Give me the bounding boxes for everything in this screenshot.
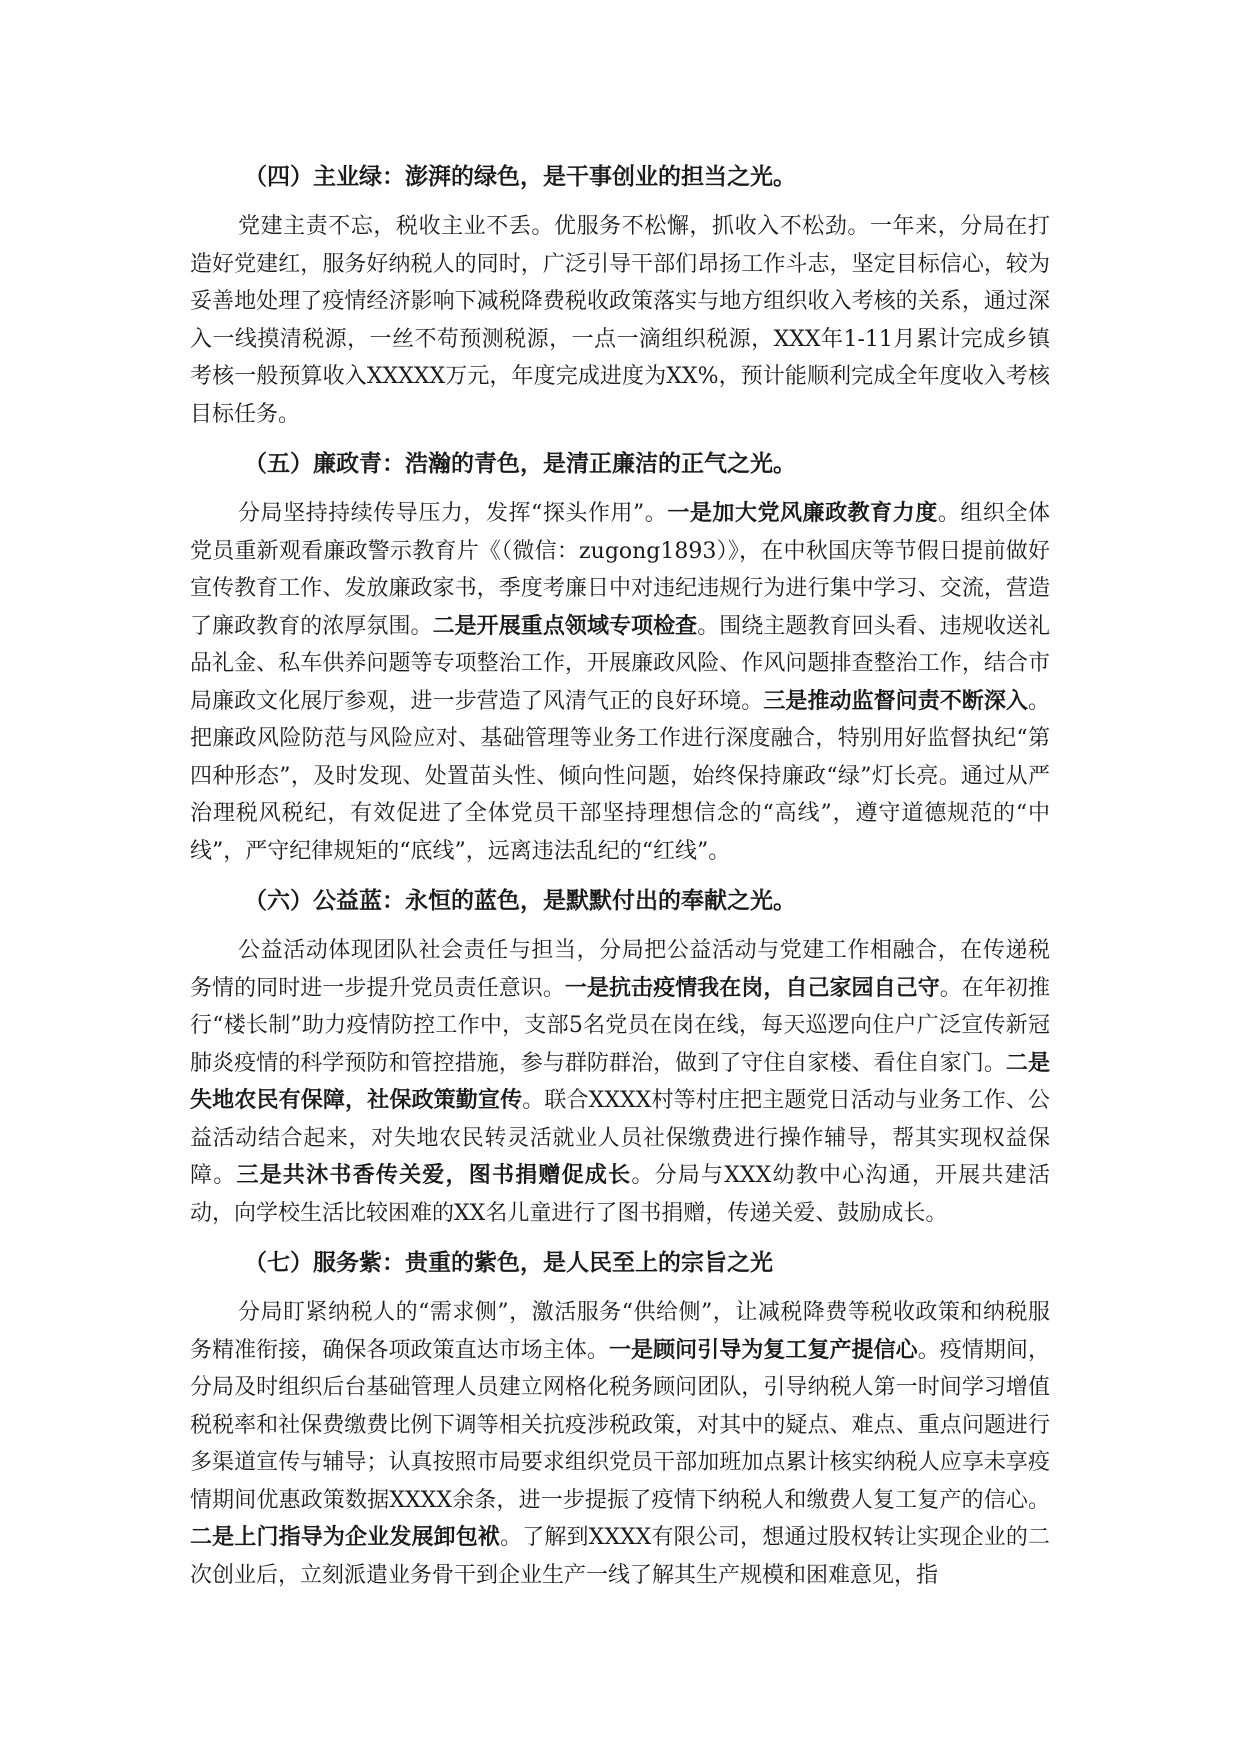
paragraph-text: 分局盯紧纳税人的“需求侧”，激活服务“供给侧”，让减税降费等税收政策和纳税服务精准衔接，确保各项政策直达市场主体。 xyxy=(190,1300,1050,1363)
section-5 xyxy=(190,447,1050,870)
bold-lead-in: 三是共沐书香传关爱，图书捐赠促成长 xyxy=(236,1162,632,1188)
paragraph-text: 。组织全体党员重新观看廉政警示教育片《（微信：zugong1893）》，在中秋国庆等节假日提前做好宣传教育工作、发放廉政家书，季度考廉日中对违纪违规行为进行集中学习、交流，营造了廉政教育的浓厚氛围。 xyxy=(190,501,1050,639)
section-heading: （五）廉政青：浩瀚的青色，是清正廉洁的正气之光。 xyxy=(244,450,796,477)
bold-lead-in: 三是推动监督问责不断深入 xyxy=(763,687,1028,714)
section-paragraph xyxy=(190,1294,1050,1594)
paragraph-text: 党建主责不忘，税收主业不丢。优服务不松懈，抓收入不松劲。一年来，分局在打造好党建红，服务好纳税人的同时，广泛引导干部们昂扬工作斗志，坚定目标信心，较为妥善地处理了疫情经济影响下减税降费税收政策落实与地方组织收入考核的关系，通过深入一线摸清税源，一丝不苟预测税源，一点一滴组织税源，XXX年1-11月累计完成乡镇考核一般预算收入XXXXX万元，年度完成进度为XX%，预计能顺利完成全年度收入考核目标任务。 xyxy=(190,214,1050,427)
bold-lead-in: 二是上门指导为企业发展卸包袱 xyxy=(190,1524,501,1550)
paragraph-text: 。围绕主题教育回头看、违规收送礼品礼金、私车供养问题等专项整治工作，开展廉政风险、作风问题排查整治工作，结合市局廉政文化展厅参观，进一步营造了风清气正的良好环境。 xyxy=(190,613,1050,714)
section-heading: （六）公益蓝：永恒的蓝色，是默默付出的奉献之光。 xyxy=(244,887,796,914)
bold-lead-in: 一是抗击疫情我在岗，自己家园自己守 xyxy=(564,974,940,1001)
bold-lead-in: 二是失地农民有保障，社保政策勤宣传 xyxy=(190,1049,1050,1113)
section-4 xyxy=(190,160,1050,433)
section-paragraph xyxy=(190,932,1050,1232)
bold-lead-in: 二是开展重点领域专项检查 xyxy=(432,612,698,639)
paragraph-text: 。在年初推行“楼长制”助力疫情防控工作中，支部5名党员在岗在线，每天巡逻向住户广泛宣传新冠肺炎疫情的科学预防和管控措施，参与群防群治，做到了守住自家楼、看住自家门。 xyxy=(190,975,1050,1076)
document-page xyxy=(190,160,1050,1608)
section-heading: （四）主业绿：澎湃的绿色，是干事创业的担当之光。 xyxy=(244,163,796,190)
paragraph-text: 。了解到XXXX有限公司，想通过股权转让实现企业的二次创业后，立刻派遣业务骨干到企业生产一线了解其生产规模和困难意见，指 xyxy=(190,1525,1050,1588)
section-paragraph xyxy=(190,208,1050,433)
paragraph-text: 。分局与XXX幼教中心沟通，开展共建活动，向学校生活比较困难的XX名儿童进行了图书捐赠，传递关爱、鼓励成长。 xyxy=(190,1163,1050,1226)
paragraph-text: 分局坚持持续传导压力，发挥“探头作用”。 xyxy=(238,501,668,526)
paragraph-text: 。疫情期间，分局及时组织后台基础管理人员建立网格化税务顾问团队，引导纳税人第一时间学习增值税税率和社保费缴费比例下调等相关抗疫涉税政策，对其中的疑点、难点、重点问题进行多渠道宣传与辅导；认真按照市局要求组织党员干部加班加点累计核实纳税人应享未享疫情期间优惠政策数据XXXX余条，进一步提振了疫情下纳税人和缴费人复工复产的信心。 xyxy=(190,1337,1050,1513)
section-6 xyxy=(190,884,1050,1232)
bold-lead-in: 一是顾问引导为复工复产提信心 xyxy=(608,1336,918,1363)
section-paragraph xyxy=(190,495,1050,870)
paragraph-text: 。联合XXXX村等村庄把主题党日活动与业务工作、公益活动结合起来，对失地农民转灵活就业人员社保缴费进行操作辅导，帮其实现权益保障。 xyxy=(190,1088,1050,1188)
paragraph-text: 。把廉政风险防范与风险应对、基础管理等业务工作进行深度融合，特别用好监督执纪“第四种形态”，及时发现、处置苗头性、倾向性问题，始终保持廉政“绿”灯长亮。通过从严治理税风税纪，有效促进了全体党员干部坚持理想信念的“高线”，遵守道德规范的“中线”，严守纪律规矩的“底线”，远离违法乱纪的“红线”。 xyxy=(190,688,1050,864)
bold-lead-in: 一是加大党风廉政教育力度 xyxy=(667,500,938,526)
section-heading: （七）服务紫：贵重的紫色，是人民至上的宗旨之光 xyxy=(244,1249,773,1276)
paragraph-text: 公益活动体现团队社会责任与担当，分局把公益活动与党建工作相融合，在传递税务情的同时进一步提升党员责任意识。 xyxy=(190,938,1050,1001)
section-7 xyxy=(190,1246,1050,1594)
